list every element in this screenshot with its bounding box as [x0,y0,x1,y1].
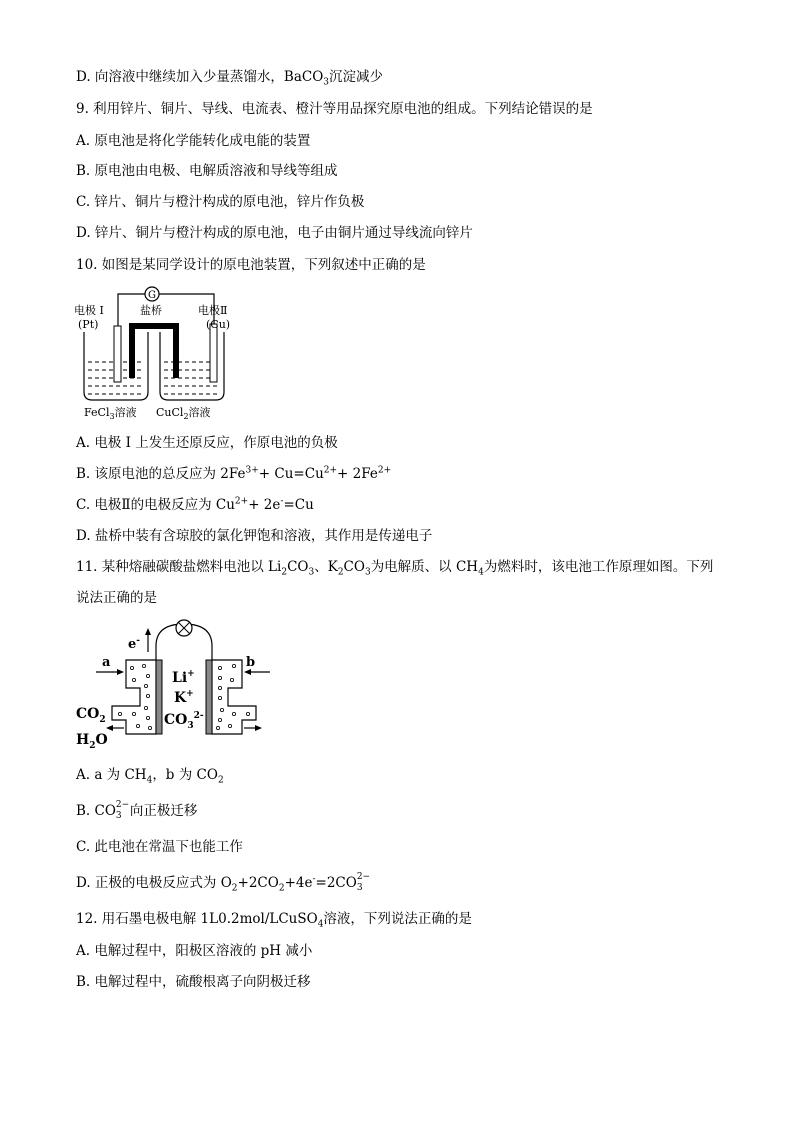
text-part: + 2e [248,497,281,513]
electrode-1-label: 电极 I [74,304,104,317]
text-part: =Cu [283,497,314,513]
text-part: 为燃料时，该电池工作原理如图。下列 [483,559,714,575]
solution-2-label: CuCl$_2$溶液 [156,406,211,421]
cathode-plate [206,660,212,734]
superscript: - [312,874,316,885]
electron-label: e- [128,636,141,652]
question-12-option-a: A. 电解过程中，阳极区溶液的 pH 减小 [76,943,313,959]
question-12-option-b: B. 电解过程中，硫酸根离子向阴极迁移 [76,974,311,990]
figure-galvanic-cell [74,282,254,422]
question-9-option-b: B. 原电池由电极、电解质溶液和导线等组成 [76,163,338,179]
question-10-option-a: A. 电极 I 上发生还原反应，作原电池的负极 [76,435,338,451]
question-11-option-b: B. CO 2− 3 向正极迁移 [76,800,198,821]
option-line [76,68,383,86]
question-12 [76,910,472,928]
electrode-2-label: 电极Ⅱ [198,304,228,317]
ion-k: K+ [174,689,194,706]
question-9-option-d: D. 锌片、铜片与橙汁构成的原电池，电子由铜片通过导线流向锌片 [76,225,473,241]
text-part: =2CO [315,875,357,891]
subscript: 4 [146,775,153,786]
text-part: 、K [314,559,338,575]
text-part: C. 电极Ⅱ的电极反应为 Cu [76,497,235,513]
subscript: 2 [231,883,238,894]
subscript: 2 [278,883,285,894]
outlet-co2-label: $CO_2$ [76,706,106,725]
text-part: ，b 为 CO [152,767,218,783]
question-9: 9. 利用锌片、铜片、导线、电流表、橙汁等用品探究原电池的组成。下列结论错误的是 [76,101,593,117]
arrow-right-icon [117,669,124,675]
text-part: B. 该原电池的总反应为 2Fe [76,466,246,482]
arrow-right-icon [255,725,262,731]
galvanometer-label: G [148,290,156,301]
subscript: 4 [478,567,484,578]
text-part: D. 正极的电极反应式为 O [76,875,232,891]
electrode-cu [210,324,217,382]
text-part: + 2Fe [337,466,378,482]
subscript: 2 [217,775,224,786]
question-11-continued: 说法正确的是 [76,590,157,606]
superscript: 2+ [323,465,338,476]
text-part: +2CO [237,875,279,891]
superscript: - [280,496,284,507]
text-part: 向正极迁移 [129,803,198,819]
question-11-option-d: D. 正极的电极反应式为 $O_2+2CO_2+4e^-=2CO$ 2− 3 [76,872,371,894]
subscript: 4 [317,919,324,930]
subscript: 2 [337,567,344,578]
question-11 [76,558,713,576]
question-11-option-c: C. 此电池在常温下也能工作 [76,839,243,855]
outlet-h2o-label: $H_2O$ [76,732,108,751]
ion-li: Li+ [172,669,195,686]
text-part: 为电解质、以 CH [370,559,479,575]
superscript: 3+ [245,465,259,476]
question-9-option-c: C. 锌片、铜片与橙汁构成的原电池，锌片作负极 [76,194,365,210]
salt-bridge-label: 盐桥 [140,304,162,317]
galvanic-cell-diagram [74,282,254,422]
question-10-option-c [76,496,314,514]
text-part: CO [343,559,365,575]
text-part: 11. 某种熔融碳酸盐燃料电池以 Li [76,559,282,575]
text-part: 溶液，下列说法正确的是 [323,911,472,927]
fuel-cell-diagram [74,616,274,752]
text-part: 12. 用石墨电极电解 1L0.2mol/LCuSO [76,911,318,927]
text-part: B. CO [76,803,116,819]
arrow-left-icon [106,725,113,731]
ion-co3: $CO_3^{2-}$ [164,711,204,731]
electrode-pt [114,326,121,382]
text-part: D. 向溶液中继续加入少量蒸馏水，BaCO [76,69,324,85]
text-part: +4e [284,875,313,891]
inlet-b-label: b [246,655,256,670]
text-part: 沉淀减少 [329,69,384,85]
question-11-option-a [76,766,224,784]
subscript: 2 [281,567,288,578]
question-10-option-d: D. 盐桥中装有含琼胶的氯化钾饱和溶液，其作用是传递电子 [76,528,433,544]
arrow-up-icon [145,628,151,635]
inlet-a-label: a [102,655,111,670]
figure-fuel-cell [74,616,274,752]
subscript: 3 [308,567,315,578]
text-part: A. a 为 CH [76,767,147,783]
question-10: 10. 如图是某同学设计的原电池装置，下列叙述中正确的是 [76,257,426,273]
solution-1-label: FeCl$_3$溶液 [84,406,137,421]
superscript: 2+ [377,465,392,476]
question-10-option-b [76,465,391,483]
text-part: + Cu=Cu [258,466,324,482]
text-part: CO [287,559,309,575]
electrode-1-material: (Pt) [78,318,99,331]
electrode-2-material: (Cu) [206,318,231,331]
superscript: 2+ [234,496,249,507]
subscript: 3 [364,567,371,578]
question-9-option-a: A. 原电池是将化学能转化成电能的装置 [76,133,311,149]
anode-plate [156,660,162,734]
subscript: 3 [323,77,330,88]
